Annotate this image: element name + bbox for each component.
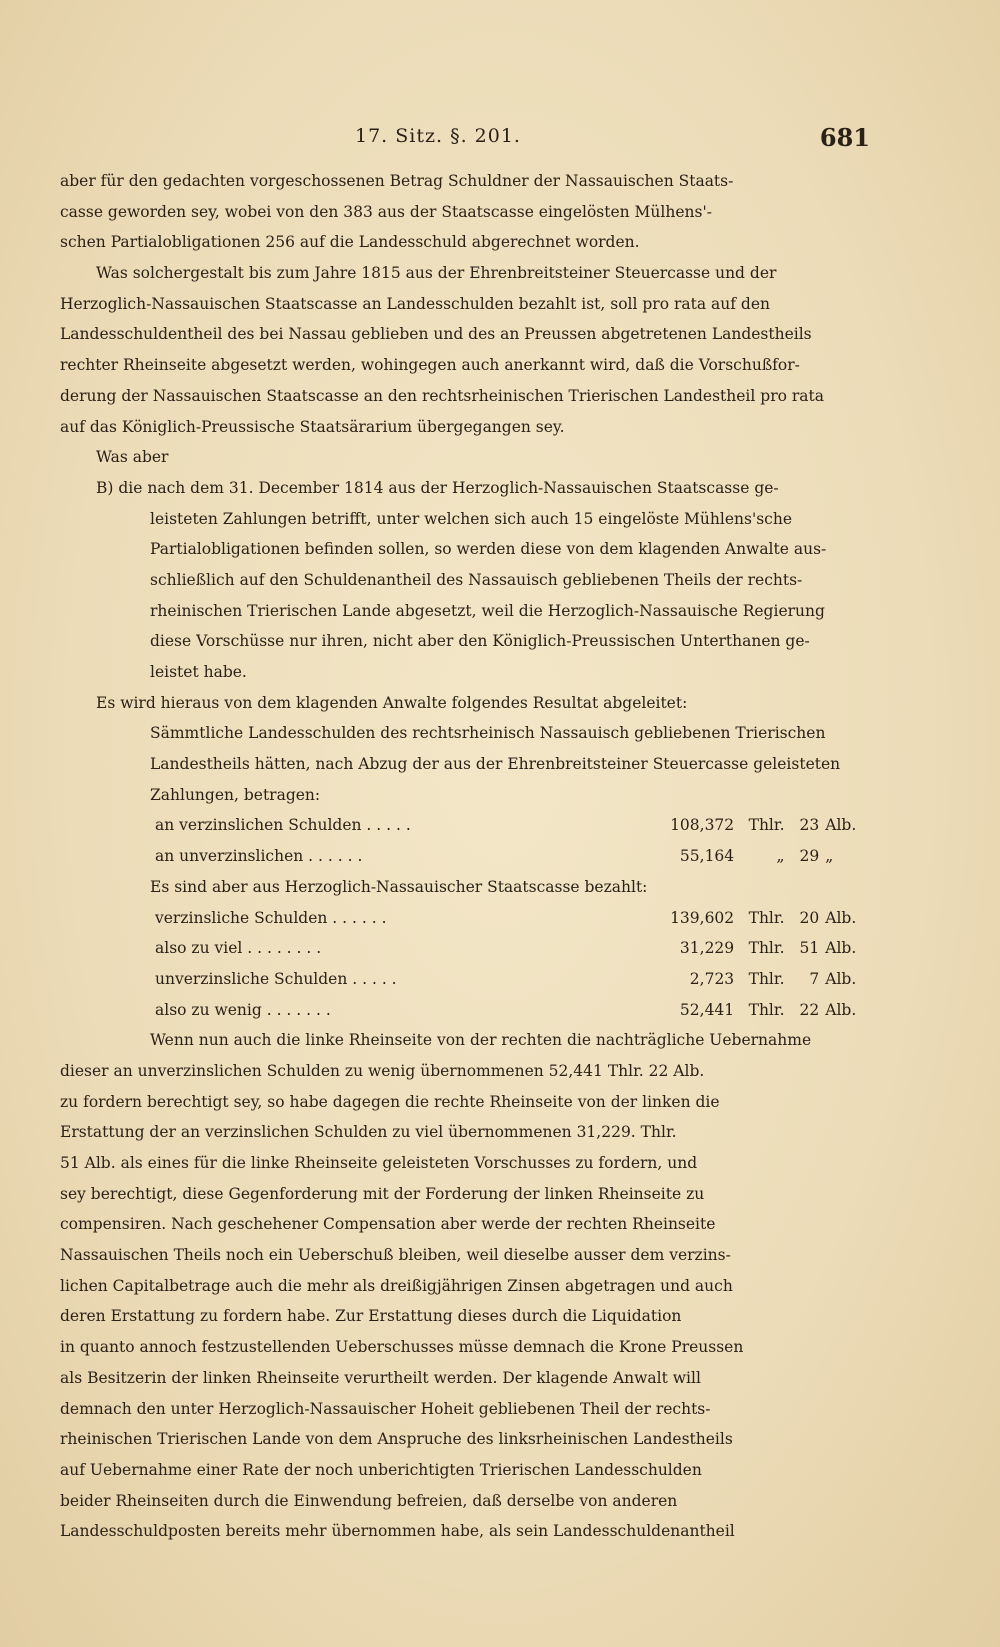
- row-unit: Thlr.: [748, 969, 785, 988]
- row-subamount: 22: [799, 1000, 820, 1019]
- text-line: Es wird hieraus von dem klagenden Anwalte folgendes Resultat abgeleitet:: [96, 693, 688, 712]
- text-line: Partialobligationen befinden sollen, so werden diese von dem klagenden Anwalte aus-: [150, 540, 827, 559]
- row-label: unverzinsliche Schulden . . . . .: [155, 969, 397, 988]
- text-line: Herzoglich-Nassauischen Staatscasse an Landesschulden bezahlt ist, soll pro rata auf den: [60, 294, 770, 313]
- table-row: [60, 995, 860, 1026]
- row-label: also zu wenig . . . . . . .: [155, 1000, 331, 1019]
- text-line: Wenn nun auch die linke Rheinseite von der rechten die nachträgliche Uebernahme: [150, 1031, 812, 1050]
- text-line: Landestheils hätten, nach Abzug der aus der Ehrenbreitsteiner Steuercasse geleisteten: [150, 755, 841, 774]
- row-label: an verzinslichen Schulden . . . . .: [155, 816, 411, 835]
- text-line: rheinischen Trierischen Lande abgesetzt, weil die Herzoglich-Nassauische Regierung: [150, 601, 825, 620]
- text-line: dieser an unverzinslichen Schulden zu wenig übernommenen 52,441 Thlr. 22 Alb.: [60, 1061, 705, 1080]
- row-amount: 55,164: [679, 847, 735, 866]
- text-line: Zahlungen, betragen:: [150, 785, 321, 804]
- row-unit: Thlr.: [748, 908, 785, 927]
- text-line: rechter Rheinseite abgesetzt werden, wohingegen auch anerkannt wird, daß die Vorschußfor-: [60, 356, 800, 375]
- text-line: beider Rheinseiten durch die Einwendung befreien, daß derselbe von anderen: [60, 1491, 678, 1510]
- text-line: als Besitzerin der linken Rheinseite verurtheilt werden. Der klagende Anwalt will: [60, 1368, 701, 1387]
- text-line: aber für den gedachten vorgeschossenen Betrag Schuldner der Nassauischen Staats-: [60, 172, 734, 190]
- row-label: an unverzinslichen . . . . . .: [155, 847, 363, 866]
- text-line: Es sind aber aus Herzoglich-Nassauischer Staatscasse bezahlt:: [150, 877, 648, 896]
- table-row: [60, 841, 860, 872]
- row-subamount: 23: [799, 816, 820, 835]
- table-row: [60, 810, 860, 841]
- text-line: casse geworden sey, wobei von den 383 aus der Staatscasse eingelösten Mülhens'-: [60, 202, 712, 221]
- text-line: schen Partialobligationen 256 auf die Landesschuld abgerechnet worden.: [60, 233, 640, 252]
- text-line: B) die nach dem 31. December 1814 aus der Herzoglich-Nassauischen Staatscasse ge-: [96, 478, 779, 497]
- text-line: derung der Nassauischen Staatscasse an den rechtsrheinischen Trierischen Landestheil pro rata: [60, 386, 824, 405]
- text-line: zu fordern berechtigt sey, so habe dagegen die rechte Rheinseite von der linken die: [60, 1092, 720, 1111]
- row-subunit: „: [825, 847, 834, 866]
- row-amount: 139,602: [670, 908, 735, 927]
- page-header: [0, 125, 1000, 161]
- text-line: lichen Capitalbetrage auch die mehr als dreißigjährigen Zinsen abgetragen und auch: [60, 1276, 733, 1295]
- row-label: also zu viel . . . . . . . .: [155, 939, 322, 958]
- text-line: auf das Königlich-Preussische Staatsärarium übergegangen sey.: [60, 417, 565, 436]
- row-amount: 108,372: [670, 816, 735, 835]
- text-line: rheinischen Trierischen Lande von dem Anspruche des linksrheinischen Landestheils: [60, 1430, 733, 1449]
- text-line: leisteten Zahlungen betrifft, unter welchen sich auch 15 eingelöste Mühlens'sche: [150, 509, 793, 528]
- text-line: sey berechtigt, diese Gegenforderung mit der Forderung der linken Rheinseite zu: [60, 1184, 705, 1203]
- body-text: [60, 166, 860, 1547]
- row-subunit: Alb.: [825, 908, 857, 927]
- text-line: demnach den unter Herzoglich-Nassauischer Hoheit gebliebenen Theil der rechts-: [60, 1399, 711, 1418]
- row-unit: Thlr.: [748, 1000, 785, 1019]
- text-line: auf Uebernahme einer Rate der noch unberichtigten Trierischen Landesschulden: [60, 1460, 702, 1479]
- row-label: verzinsliche Schulden . . . . . .: [155, 908, 387, 927]
- running-head: 17. Sitz. §. 201.: [355, 125, 521, 147]
- table-row: [60, 933, 860, 964]
- text-line: leistet habe.: [150, 663, 247, 681]
- text-line: Was aber: [96, 448, 169, 467]
- text-line: Erstattung der an verzinslichen Schulden zu viel übernommenen 31,229. Thlr.: [60, 1123, 677, 1142]
- row-subamount: 20: [799, 908, 820, 927]
- text-line: Sämmtliche Landesschulden des rechtsrheinisch Nassauisch gebliebenen Trierischen: [150, 724, 826, 743]
- text-line: deren Erstattung zu fordern habe. Zur Erstattung dieses durch die Liquidation: [60, 1307, 682, 1326]
- text-line: in quanto annoch festzustellenden Ueberschusses müsse demnach die Krone Preussen: [60, 1338, 744, 1357]
- row-subunit: Alb.: [825, 939, 857, 958]
- text-line: Landesschuldposten bereits mehr übernommen habe, als sein Landesschuldenantheil: [60, 1522, 735, 1541]
- row-subunit: Alb.: [825, 969, 857, 988]
- table-row: [60, 964, 860, 995]
- text-line: diese Vorschüsse nur ihren, nicht aber den Königlich-Preussischen Unterthanen ge-: [150, 632, 810, 651]
- page-number: 681: [819, 123, 870, 152]
- row-subamount: 29: [799, 847, 820, 866]
- text-line: 51 Alb. als eines für die linke Rheinseite geleisteten Vorschusses zu fordern, und: [60, 1154, 698, 1172]
- row-subamount: 7: [809, 969, 820, 988]
- row-amount: 52,441: [679, 1000, 735, 1019]
- row-amount: 2,723: [689, 969, 735, 988]
- row-subunit: Alb.: [825, 1000, 857, 1019]
- row-subamount: 51: [799, 939, 820, 958]
- row-subunit: Alb.: [825, 816, 857, 835]
- row-amount: 31,229: [679, 939, 735, 958]
- row-unit: „: [776, 847, 785, 866]
- row-unit: Thlr.: [748, 939, 785, 958]
- row-unit: Thlr.: [748, 816, 785, 835]
- text-line: Landesschuldentheil des bei Nassau geblieben und des an Preussen abgetretenen Landestheils: [60, 325, 812, 344]
- text-line: Nassauischen Theils noch ein Ueberschuß bleiben, weil dieselbe ausser dem verzins-: [60, 1246, 731, 1265]
- text-line: Was solchergestalt bis zum Jahre 1815 aus der Ehrenbreitsteiner Steuercasse und der: [96, 264, 777, 283]
- text-line: compensiren. Nach geschehener Compensation aber werde der rechten Rheinseite: [60, 1215, 716, 1234]
- table-row: [60, 903, 860, 934]
- text-line: schließlich auf den Schuldenantheil des Nassauisch gebliebenen Theils der rechts-: [150, 570, 803, 589]
